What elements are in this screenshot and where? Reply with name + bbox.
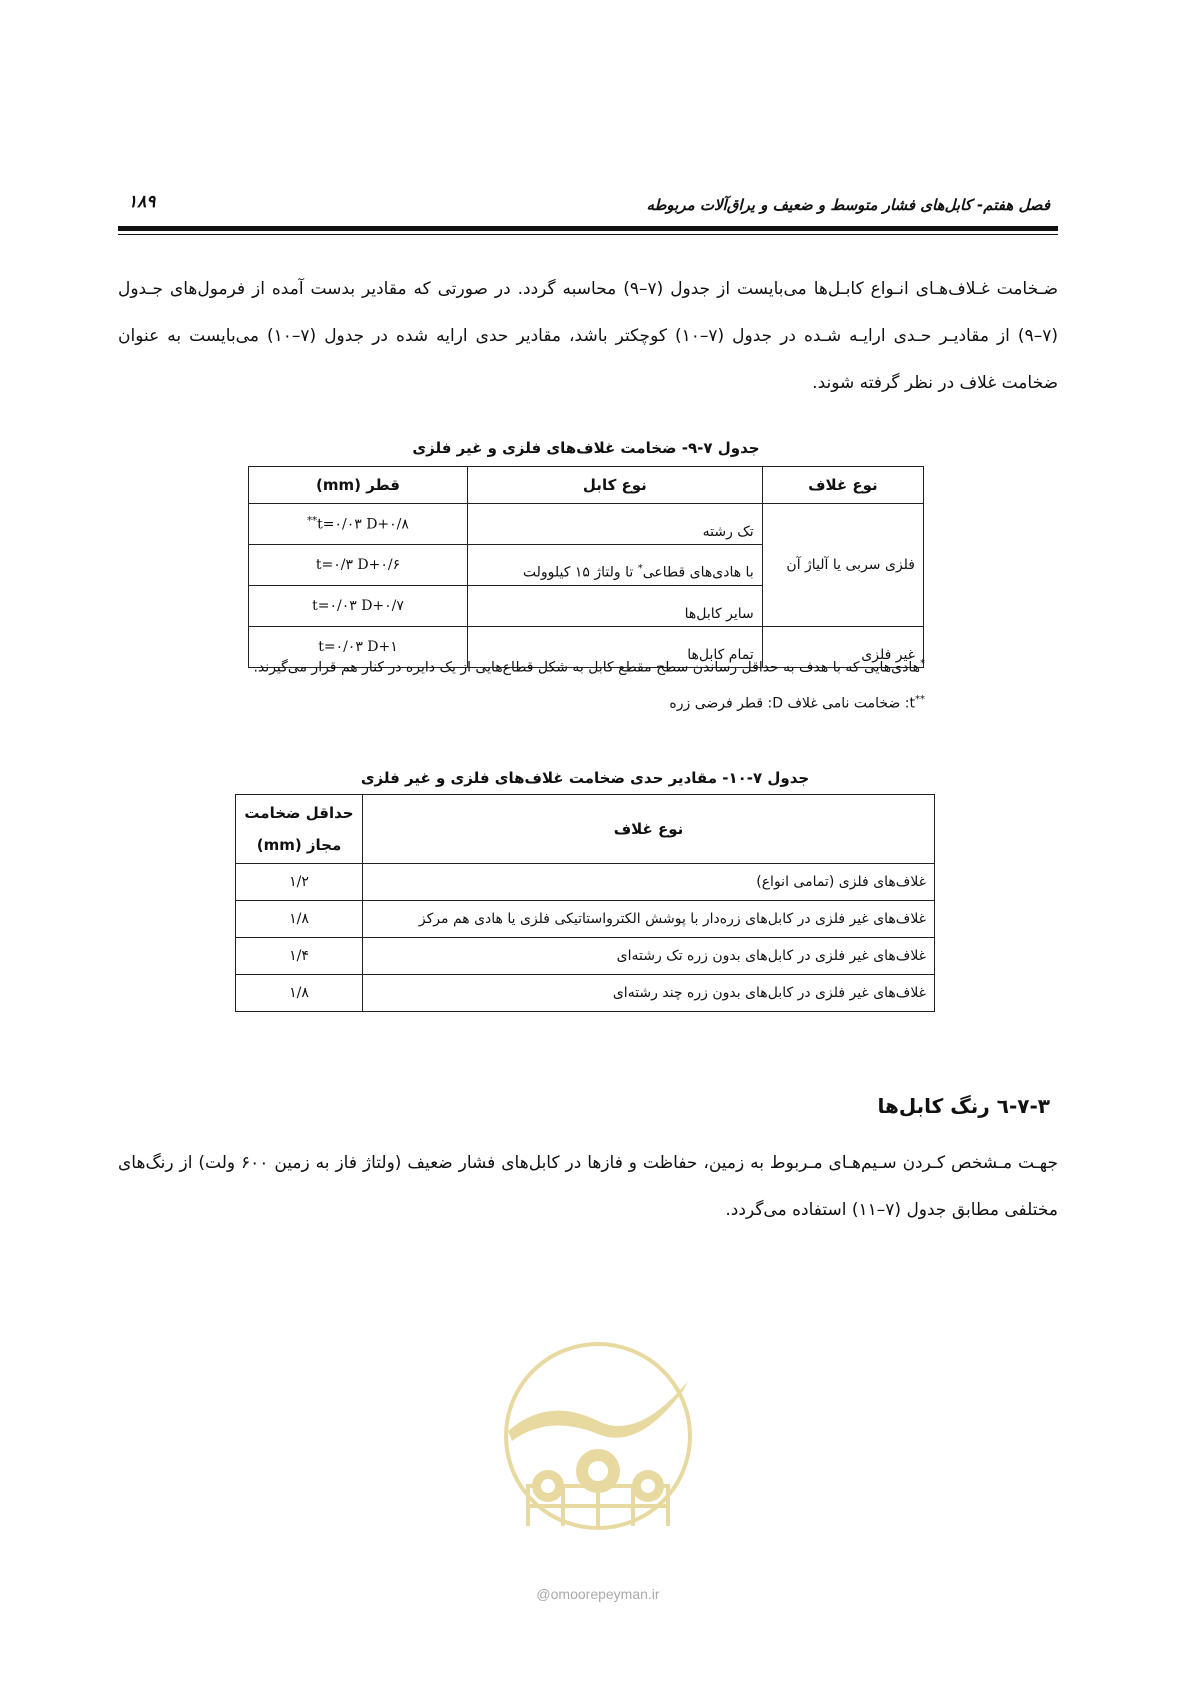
table10-sheath-cell: غلاف‌های غیر فلزی در کابل‌های بدون زره تک رشته‌ای (363, 938, 935, 975)
footnote-mark: ** (915, 694, 925, 705)
table9-sheath-nonmetal: غیر فلزی (762, 627, 923, 668)
section-number: ۷-۳-٦ (996, 1094, 1050, 1118)
chapter-title: فصل هفتم- کابل‌های فشار متوسط و ضعیف و یراق‌آلات مربوطه (646, 196, 1050, 214)
table9-cable-cell: سایر کابل‌ها (468, 586, 763, 627)
watermark-url: @omoorepeyman.ir (536, 1586, 660, 1602)
header-rule (118, 226, 1058, 231)
table10-header-thickness (236, 795, 363, 864)
watermark-logo-icon (488, 1326, 708, 1576)
table9-cable-cell: تمام کابل‌ها (468, 627, 763, 668)
table10-value-cell: ۱/۴ (236, 938, 363, 975)
table10-sheath-cell: غلاف‌های غیر فلزی در کابل‌های زره‌دار با پوشش الکترواستاتیکی فلزی یا هادی هم مرکز (363, 901, 935, 938)
table10-sheath-cell: غلاف‌های غیر فلزی در کابل‌های بدون زره چند رشته‌ای (363, 975, 935, 1012)
table-row (236, 975, 935, 1012)
table-row (236, 864, 935, 901)
table9-sheath-metal: فلزی سربی یا آلیاژ آن (762, 504, 923, 627)
table10-value-cell: ۱/۸ (236, 975, 363, 1012)
table9-footnote-1 (254, 658, 926, 676)
page-number: ۱۸۹ (128, 192, 156, 212)
header-rule-thin (118, 234, 1058, 235)
cable-footnote-mark: * (637, 563, 643, 575)
table9-caption: جدول ۷-۹- ضخامت غلاف‌های فلزی و غیر فلزی (412, 439, 760, 457)
footnote-mark: * (920, 658, 925, 669)
footnote-text: هادی‌هایی که با هدف به حداقل رساندن سطح مقطع کابل به شکل قطاع‌هایی از یک دایره در کنار هم قرار می‌گیرند. (253, 659, 920, 676)
table10-value-cell: ۱/۸ (236, 901, 363, 938)
header-line-1: حداقل ضخامت (244, 804, 354, 822)
table9-header-sheath: نوع غلاف (762, 467, 923, 504)
section-title: رنگ کابل‌ها (877, 1094, 990, 1118)
table-row (249, 504, 924, 545)
table9-footnote-2 (669, 694, 925, 712)
cable-text-suffix: تا ولتاژ ۱۵ کیلوولت (522, 565, 638, 581)
sheath-limit-table (235, 794, 935, 1012)
table-row (236, 938, 935, 975)
table9-cable-cell: تک رشته (468, 504, 763, 545)
table9-cable-cell (468, 545, 763, 586)
table9-formula-cell: t=۰/۳ D+۰/۶ (249, 545, 468, 586)
table10-header-sheath: نوع غلاف (363, 795, 935, 864)
table9-header-cable: نوع کابل (468, 467, 763, 504)
table10-caption: جدول ۷-۱۰- مقادیر حدی ضخامت غلاف‌های فلزی و غیر فلزی (360, 769, 810, 787)
table9-formula-cell: t=۰/۰۳ D+۱ (249, 627, 468, 668)
table10-value-cell: ۱/۲ (236, 864, 363, 901)
header-line-2: مجاز (mm) (256, 836, 342, 854)
table9-header-diameter: قطر (mm) (249, 467, 468, 504)
formula-text: t=۰/۰۳ D+۰/۸ (317, 516, 409, 533)
cable-text: با هادی‌های قطاعی (642, 565, 754, 581)
table-row (236, 901, 935, 938)
section-heading (877, 1094, 1050, 1118)
formula-footnote-mark: ** (307, 515, 318, 527)
sheath-thickness-table (248, 466, 924, 668)
cable-color-paragraph: جهـت مـشخص کـردن سـیم‌هـای مـربوط به زمین، حفاظت و فازها در کابل‌های فشار ضعیف (ولتاژ فاز به زمین ۶۰۰ ولت) از رنگ‌های مختلفی مطابق جدول (۷–۱۱) استفاده می‌گردد. (118, 1153, 1058, 1220)
table9-formula-cell: t=۰/۰۳ D+۰/۷ (249, 586, 468, 627)
table9-formula-cell (249, 504, 468, 545)
footnote-text: t: ضخامت نامی غلاف D: قطر فرضی زره (669, 695, 915, 712)
intro-paragraph: ضـخامت غـلاف‌هـای انـواع کابـل‌ها می‌بایست از جدول (۷–۹) محاسبه گردد. در صورتی که مقادیر بدست آمده از فرمول‌های جـدول (۷–۹) از مقادیـر حـدی ارایـه شـده در جدول (۷–۱۰) کوچکتر باشد، مقادیر حدی ارایه شده در جدول (۷–۱۰) می‌بایست به عنوان ضخامت غلاف در نظر گرفته شوند. (118, 279, 1059, 393)
table10-sheath-cell: غلاف‌های فلزی (تمامی انواع) (363, 864, 935, 901)
